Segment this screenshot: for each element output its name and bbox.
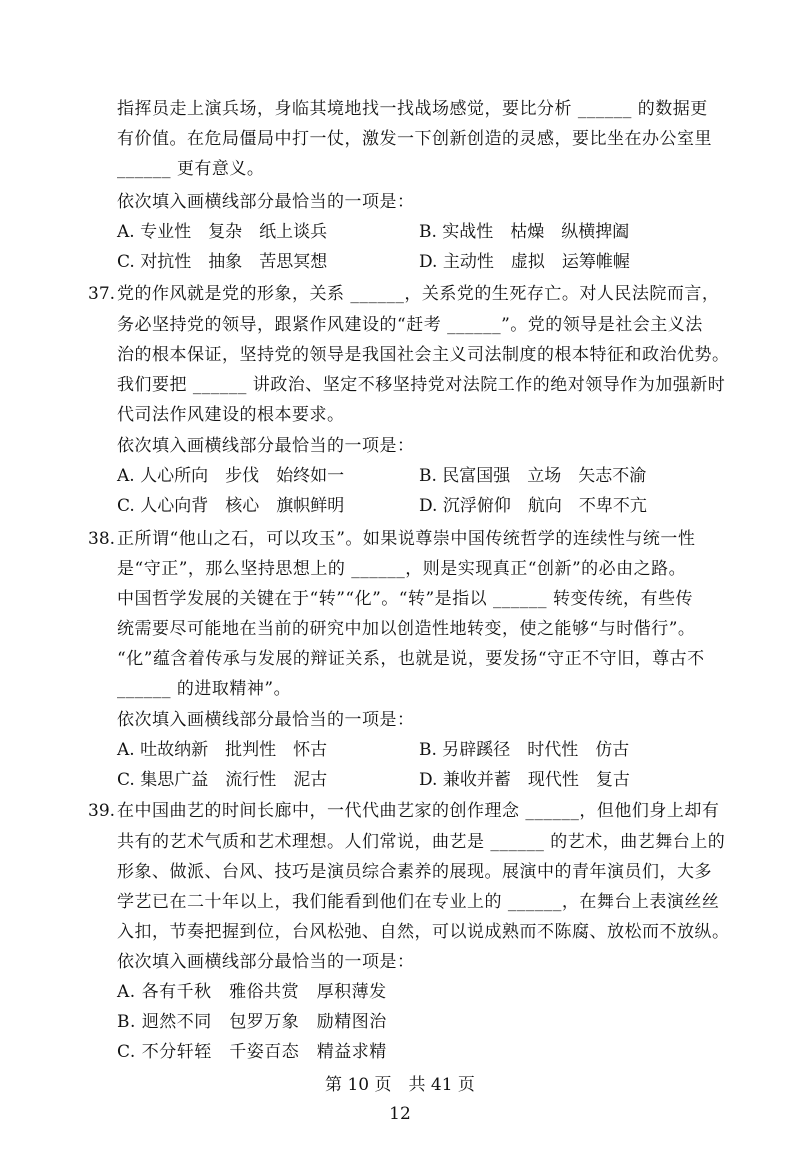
question-number: 37. [88, 284, 116, 304]
q38-line-2: 是“守正”，那么坚持思想上的 ______，则是实现真正“创新”的必由之路。 [117, 559, 687, 579]
q38-line-6: ______ 的进取精神”。 [117, 679, 292, 699]
q38-line-1: 正所谓“他山之石，可以攻玉”。如果说尊崇中国传统哲学的连续性与统一性 [117, 529, 696, 549]
intro-line-2: 有价值。在危局僵局中打一仗，激发一下创新创造的灵感，要比坐在办公室里 [117, 129, 712, 149]
q38-prompt: 依次填入画横线部分最恰当的一项是： [117, 710, 415, 730]
option-c[interactable]: C. 不分轩轾 千姿百态 精益求精 [117, 1042, 387, 1062]
option-a[interactable]: A. 人心所向 步伐 始终如一 [117, 466, 345, 486]
q37-line-5: 代司法作风建设的根本要求。 [117, 405, 345, 425]
option-d[interactable]: D. 沉浮俯仰 航向 不卑不亢 [419, 496, 647, 516]
option-a[interactable]: A. 吐故纳新 批判性 怀古 [117, 740, 328, 760]
option-c[interactable]: C. 对抗性 抽象 苦思冥想 [117, 252, 328, 272]
option-a[interactable]: A. 专业性 复杂 纸上谈兵 [117, 222, 328, 242]
q39-line-1: 在中国曲艺的时间长廊中，一代代曲艺家的创作理念 ______，但他们身上却有 [117, 801, 720, 821]
q37-line-1: 党的作风就是党的形象，关系 ______，关系党的生死存亡。对人民法院而言， [117, 284, 720, 304]
page-number: 12 [389, 1104, 411, 1124]
intro-prompt: 依次填入画横线部分最恰当的一项是： [117, 192, 415, 212]
q37-line-3: 治的根本保证，坚持党的领导是我国社会主义司法制度的根本特征和政治优势。 [117, 345, 730, 365]
q37-line-4: 我们要把 ______ 讲政治、坚定不移坚持党对法院工作的绝对领导作为加强新时 [117, 375, 726, 395]
q37-prompt: 依次填入画横线部分最恰当的一项是： [117, 436, 415, 456]
option-a[interactable]: A. 各有千秋 雅俗共赏 厚积薄发 [117, 982, 387, 1002]
option-b[interactable]: B. 另辟蹊径 时代性 仿古 [419, 740, 630, 760]
q39-line-5: 入扣，节奏把握到位，台风松弛、自然，可以说成熟而不陈腐、放松而不放纵。 [117, 922, 730, 942]
q39-line-2: 共有的艺术气质和艺术理想。人们常说，曲艺是 ______ 的艺术，曲艺舞台上的 [117, 832, 726, 852]
page-info: 第 10 页 共 41 页 [325, 1075, 475, 1095]
intro-options-row-2 [117, 249, 717, 275]
intro-line-1: 指挥员走上演兵场，身临其境地找一找战场感觉，要比分析 ______ 的数据更 [117, 99, 708, 119]
question-number: 38. [88, 529, 116, 549]
q38-options-row-1 [117, 737, 717, 763]
option-c[interactable]: C. 人心向背 核心 旗帜鲜明 [117, 496, 345, 516]
q39-line-3: 形象、做派、台风、技巧是演员综合素养的展现。展演中的青年演员们，大多 [117, 862, 712, 882]
q37-options-row-1 [117, 463, 717, 489]
q37-options-row-2 [117, 493, 717, 519]
q38-line-5: “化”蕴含着传承与发展的辩证关系，也就是说，要发扬“守正不守旧，尊古不 [117, 649, 705, 669]
q39-prompt: 依次填入画横线部分最恰当的一项是： [117, 952, 415, 972]
intro-options-row-1 [117, 219, 717, 245]
option-d[interactable]: D. 兼收并蓄 现代性 复古 [419, 770, 630, 790]
option-b[interactable]: B. 实战性 枯燥 纵横捭阖 [419, 222, 630, 242]
option-b[interactable]: B. 迥然不同 包罗万象 励精图治 [117, 1012, 387, 1032]
intro-line-3: ______ 更有意义。 [117, 159, 265, 179]
option-b[interactable]: B. 民富国强 立场 矢志不渝 [419, 466, 647, 486]
q38-line-3: 中国哲学发展的关键在于“转”“化”。“转”是指以 ______ 转变传统，有些传 [117, 589, 693, 609]
option-c[interactable]: C. 集思广益 流行性 泥古 [117, 770, 328, 790]
q38-line-4: 统需要尽可能地在当前的研究中加以创造性地转变，使之能够“与时偕行”。 [117, 619, 696, 639]
q39-line-4: 学艺已在二十年以上，我们能看到他们在专业上的 ______，在舞台上表演丝丝 [117, 892, 720, 912]
question-number: 39. [88, 801, 116, 821]
q37-line-2: 务必坚持党的领导，跟紧作风建设的“赶考 ______”。党的领导是社会主义法 [117, 315, 703, 335]
option-d[interactable]: D. 主动性 虚拟 运筹帷幄 [419, 252, 630, 272]
q38-options-row-2 [117, 767, 717, 793]
